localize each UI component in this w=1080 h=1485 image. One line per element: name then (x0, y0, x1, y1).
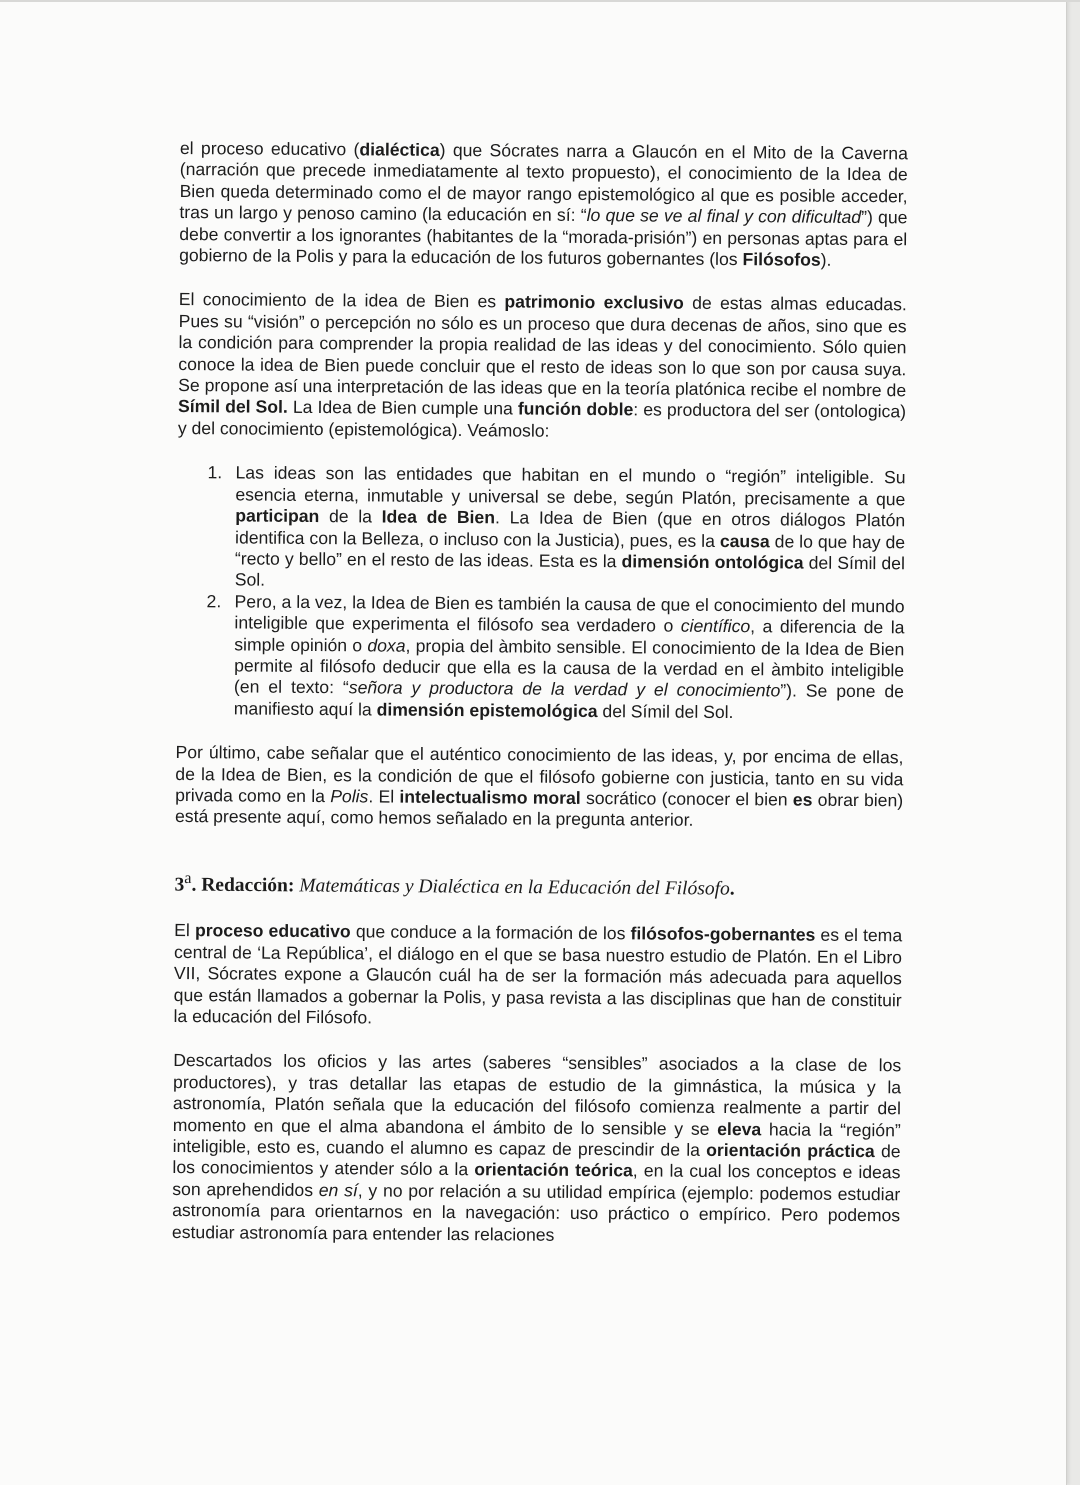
list-item-ontologica: 1. Las ideas son las entidades que habitan en el mundo o “región” inteligible. Su esencia eterna, inmutable y universal se debe, según Platón, precisamente a que participan de la Idea de Bien. La Idea de Bien (que en otros diálogos Platón identifica con la Belleza, o incluso con la Justicia), pues, es la causa de lo que hay de “recto y bello” en el resto de las ideas. Esta es la dimensión ontológica del Símil del Sol. (207, 462, 906, 590)
paragraph-proceso-educativo: El proceso educativo que conduce a la formación de los filósofos-gobernantes es el tema central de ‘La República’, el diálogo en el que se basa nuestro estudio de Platón. En el Libro VII, Sócrates expone a Glaucón cuál ha de ser la formación más adecuada para aquellos que están llamados a gobernar la Polis, y pasa revista a las disciplinas que han de constituir la educación del Filósofo. (173, 920, 903, 1028)
paragraph-intelectualismo: Por último, cabe señalar que el auténtico conocimiento de las ideas, y, por encima de ellas, de la Idea de Bien, es la condición de que el filósofo gobierne con justicia, tanto en su vida privada como en la Polis. El intelectualismo moral socrático (conocer el bien es obrar bien) está presente aquí, como hemos señalado en la pregunta anterior. (174, 742, 904, 831)
paragraph-descartados: Descartados los oficios y las artes (saberes “sensibles” asociados a la clase de los productores), y tras detallar las etapas de estudio de la gimnástica, la música y la astronomía, Platón señala que la educación del filósofo comienza realmente a partir del momento en que el alma abandona el ámbito de lo sensible y se eleva hacia la “región” inteligible, esto es, cuando el alumno es capaz de prescindir de la orientación práctica de los conocimientos y atender sólo a la orientación teórica, en la cual los conceptos e ideas son aprehendidos en sí, y no por relación a su utilidad empírica (ejemplo: podemos estudiar astronomía para orientarnos en la navegación: uso práctico o empírico. Pero podemos estudiar astronomía para entender las relaciones (171, 1050, 902, 1245)
document-body (172, 138, 908, 1248)
paragraph-idea-de-bien: El conocimiento de la idea de Bien es patrimonio exclusivo de estas almas educadas. Pues su “visión” o percepción no sólo es un proceso que dura decenas de años, sino que es la condición para comprender la propia realidad de las ideas y del conocimiento. Sólo quien conoce la idea de Bien puede concluir que el resto de ideas son lo que son por causa suya. Se propone así una interpretación de las ideas que en la teoría platónica recibe el nombre de Símil del Sol. La Idea de Bien cumple una función doble: es productora del ser (ontologica) y del conocimiento (epistemológica). Veámoslo: (177, 289, 907, 441)
numbered-list (176, 462, 906, 724)
paragraph-dialectica: el proceso educativo (dialéctica) que Sócrates narra a Glaucón en el Mito de la Caverna (narración que precede inmediatamente al texto propuesto), el conocimiento de la Idea de Bien queda determinado como el de mayor rango epistemológico al que es posible acceder, tras un largo y penoso camino (la educación en sí: “lo que se ve al final y con dificultad”) que debe convertir a los ignorantes (habitantes de la “morada-prisión”) en personas aptas para el gobierno de la Polis y para la educación de los futuros gobernantes (los Filósofos). (179, 138, 908, 270)
page-top-edge (0, 0, 1080, 2)
list-item-epistemologica: 2. Pero, a la vez, la Idea de Bien es también la causa de que el conocimiento del mundo inteligible que experimenta el filósofo sea verdadero o científico, a diferencia de la simple opinión o doxa, propia del àmbito sensible. El conocimiento de la Idea de Bien permite al filósofo deducir que ella es la causa de la verdad en el àmbito inteligible (en el texto: “señora y productora de la verdad y el conocimiento”). Se pone de manifiesto aquí la dimensión epistemológica del Símil del Sol. (206, 590, 905, 722)
section-heading: 3$^a$. Redacción: Matemáticas y Dialéctica en la Educación del Filósofo. (174, 868, 735, 900)
